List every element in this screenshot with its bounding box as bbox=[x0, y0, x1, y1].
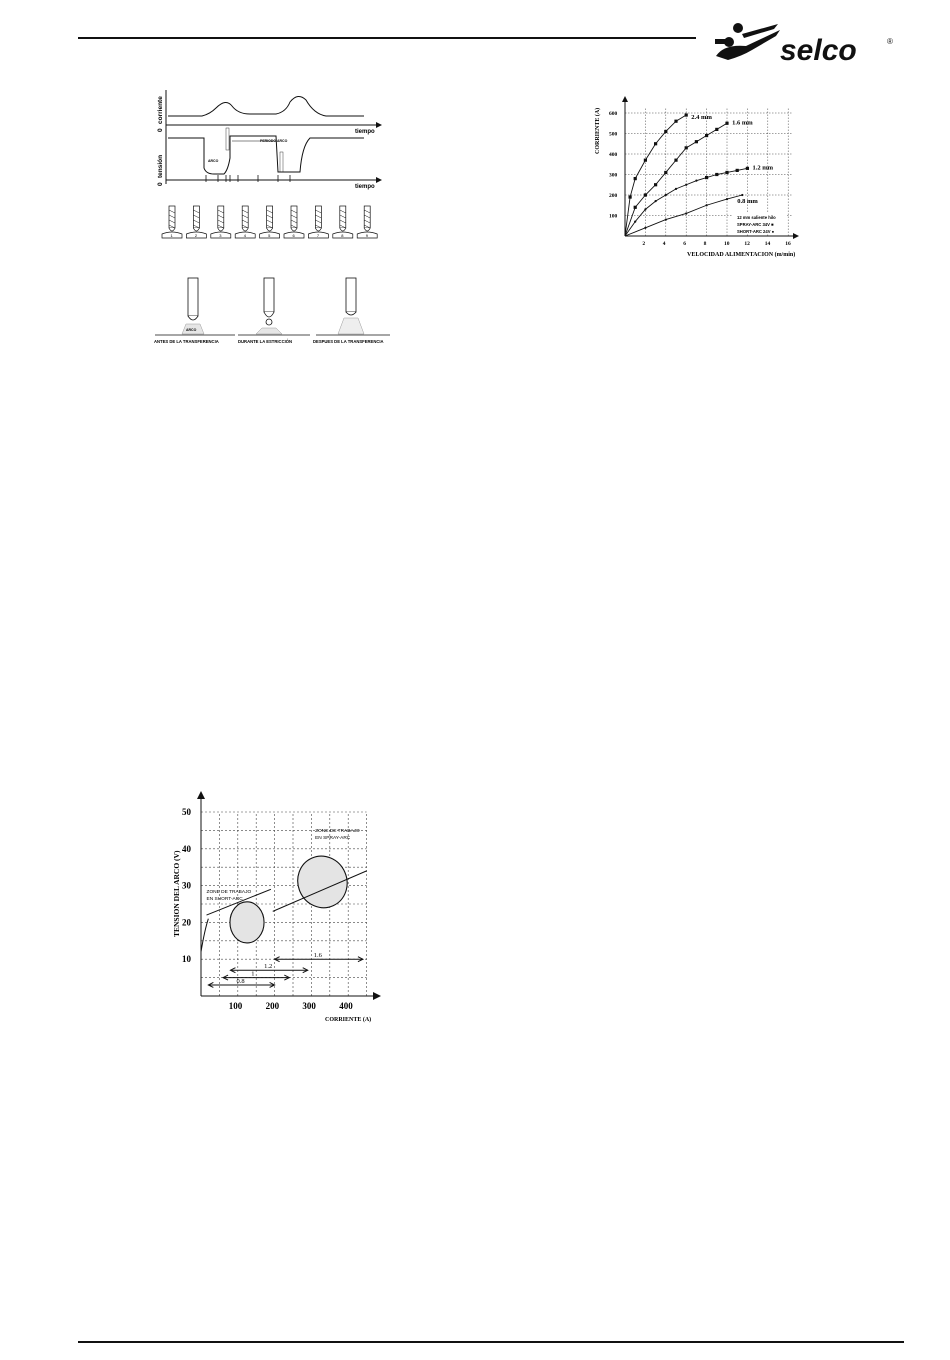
c1-point-square bbox=[644, 193, 647, 196]
electrode-tip bbox=[169, 228, 175, 231]
electrode-stage bbox=[235, 206, 255, 238]
phase-label: 6 bbox=[292, 233, 295, 238]
zone-label: ZONE DE TRABAJO bbox=[315, 829, 360, 835]
c1-y-tick: 400 bbox=[609, 152, 618, 158]
c1-x-tick: 14 bbox=[764, 241, 771, 247]
c1-point-square bbox=[644, 159, 647, 162]
c1-x-tick: 10 bbox=[724, 241, 730, 247]
phase-label: 8 bbox=[341, 233, 344, 238]
marker-tall bbox=[226, 128, 229, 150]
c1-point-dot bbox=[644, 208, 646, 210]
c1-series-label: 1.2 mm bbox=[752, 164, 774, 172]
stage-captions bbox=[154, 339, 384, 344]
electrode-stage bbox=[260, 206, 280, 238]
phase-label: 2 bbox=[194, 233, 198, 238]
electrode-sequence bbox=[162, 206, 377, 238]
c1-y-tick: 200 bbox=[609, 193, 618, 199]
c1-point-square bbox=[705, 134, 708, 137]
zero-label-top: 0 bbox=[157, 128, 164, 132]
c1-point-square bbox=[634, 177, 637, 180]
c1-legend-line-2: SPRAY-ARC 34V ■ bbox=[737, 222, 774, 227]
c1-point-square bbox=[725, 171, 728, 174]
c1-point-square bbox=[685, 113, 688, 116]
c2-xlabel: CORRIENTE (A) bbox=[325, 1017, 372, 1023]
stage-caption-after: DESPUES DE LA TRANSFERENCIA bbox=[313, 339, 384, 344]
c1-series-line bbox=[625, 115, 686, 236]
footer-rule bbox=[78, 1341, 904, 1343]
electrode-tip bbox=[315, 228, 321, 231]
c1-x-tick: 4 bbox=[662, 241, 666, 247]
c1-x-tick: 2 bbox=[642, 241, 646, 247]
c1-point-dot bbox=[644, 227, 646, 229]
time-label-top: tiempo bbox=[355, 129, 375, 135]
c1-ylabel: CORRIENTE (A) bbox=[595, 107, 601, 154]
electrode-rod bbox=[267, 206, 273, 228]
phase-label: 5 bbox=[268, 233, 271, 238]
c2-y-tick: 50 bbox=[182, 807, 191, 817]
c2-y-tick: 30 bbox=[182, 880, 191, 891]
c2-x-tick: 200 bbox=[265, 1001, 280, 1011]
c1-point-dot bbox=[665, 194, 667, 196]
c1-point-dot bbox=[741, 194, 743, 196]
c1-point-dot bbox=[685, 184, 687, 186]
c1-x-tick: 16 bbox=[785, 241, 791, 247]
arc-transfer-figure bbox=[150, 88, 405, 350]
c1-point-dot bbox=[675, 188, 677, 190]
phase-label: 9 bbox=[365, 233, 368, 238]
c1-point-square bbox=[654, 183, 657, 186]
c1-point-square bbox=[746, 167, 749, 170]
phase-arrows bbox=[206, 175, 290, 182]
electrode-stage bbox=[333, 206, 353, 238]
header-rule bbox=[78, 37, 696, 39]
c1-point-dot bbox=[685, 212, 687, 214]
stage-illustrations bbox=[155, 278, 390, 335]
c1-point-square bbox=[674, 159, 677, 162]
c1-series-label: 1.6 mm bbox=[732, 119, 753, 127]
short-arc-zone bbox=[230, 902, 264, 943]
c1-x-tick: 12 bbox=[744, 241, 750, 247]
electrode-tip bbox=[218, 228, 224, 231]
zero-label-bottom: 0 bbox=[157, 182, 164, 186]
c1-x-arrow bbox=[793, 233, 799, 239]
electrode-rod bbox=[315, 206, 321, 228]
electrode-stage bbox=[357, 206, 377, 238]
wire-range-label: 1 bbox=[251, 970, 255, 978]
c2-x-arrow bbox=[373, 992, 381, 1000]
selco-logo bbox=[712, 22, 902, 70]
c1-point-square bbox=[705, 176, 708, 179]
electrode-stage bbox=[162, 206, 182, 238]
c2-y-tick: 20 bbox=[182, 917, 191, 928]
c1-xlabel: VELOCIDAD ALIMENTACION (m/min) bbox=[687, 252, 796, 258]
c2-y-arrow bbox=[197, 791, 205, 799]
zone-label: ZONE DE TRABAJO bbox=[206, 889, 252, 895]
electrode-stage bbox=[284, 206, 304, 238]
c1-point-square bbox=[629, 195, 632, 198]
electrode-tip bbox=[340, 228, 346, 231]
c2-x-tick: 300 bbox=[302, 1001, 316, 1011]
c1-point-square bbox=[634, 206, 637, 209]
zone-label: EN SPRAY-ARC bbox=[315, 836, 351, 842]
registered-mark: ® bbox=[887, 37, 893, 46]
electrode-tip bbox=[291, 228, 297, 231]
electrode-stage bbox=[211, 206, 231, 238]
time-label-bottom: tiempo bbox=[355, 184, 375, 190]
c2-ranges bbox=[208, 952, 363, 987]
periodo-arco-label: PERIODO ARCO bbox=[260, 139, 288, 143]
current-vs-feed-chart bbox=[585, 92, 815, 260]
electrode-stage bbox=[308, 206, 328, 238]
stage-caption-during: DURANTE LA ESTRICCIÓN bbox=[238, 339, 293, 344]
wire-range-label: 1.2 bbox=[264, 963, 273, 971]
zone-label: EN SHORT-ARC bbox=[206, 896, 243, 902]
c1-y-tick: 100 bbox=[609, 213, 618, 220]
electrode-rod bbox=[218, 206, 224, 228]
electrode-stage bbox=[186, 206, 206, 238]
arc-label: ARCO bbox=[186, 328, 197, 332]
c1-point-square bbox=[715, 128, 718, 131]
phase-label: 7 bbox=[316, 233, 320, 238]
c1-point-square bbox=[654, 142, 657, 145]
electrode-rod bbox=[291, 206, 297, 228]
marker-right bbox=[280, 152, 283, 172]
c1-legend-line-1: 12 mm saliente hilo bbox=[737, 215, 776, 220]
wire-range-label: 1.6 bbox=[313, 952, 322, 960]
c1-series-label: 2.4 mm bbox=[691, 114, 712, 122]
wire-range-label: 0.8 bbox=[236, 977, 245, 985]
c1-series-line bbox=[625, 123, 727, 236]
c1-legend bbox=[733, 213, 787, 234]
selco-logo-text: selco bbox=[780, 34, 857, 67]
arc-marker-label: ARCO bbox=[208, 159, 219, 163]
c1-point-dot bbox=[726, 198, 728, 200]
c1-x-tick: 8 bbox=[703, 241, 707, 247]
short-arc-tail bbox=[201, 919, 208, 952]
axis-top-arrow bbox=[376, 122, 382, 128]
electrode-tip bbox=[193, 228, 199, 231]
c1-point-square bbox=[685, 146, 688, 149]
ylabel-tension: tensión bbox=[157, 154, 164, 178]
electrode-rod bbox=[340, 206, 346, 228]
axis-bottom-arrow bbox=[376, 177, 382, 183]
electrode-tip bbox=[364, 228, 370, 231]
c2-y-tick: 10 bbox=[182, 954, 191, 965]
electrode-rod bbox=[364, 206, 370, 228]
phase-label: 1 bbox=[170, 233, 173, 238]
c1-point-dot bbox=[665, 219, 667, 221]
c2-regions bbox=[201, 828, 367, 952]
c1-y-tick: 600 bbox=[609, 111, 618, 117]
c1-y-arrow bbox=[622, 96, 628, 102]
c2-y-tick: 40 bbox=[182, 843, 191, 854]
c1-point-square bbox=[715, 173, 718, 176]
phase-label: 3 bbox=[219, 233, 222, 238]
c1-point-square bbox=[664, 130, 667, 133]
c1-legend-line-3: SHORT-ARC 24V ● bbox=[737, 229, 775, 234]
spray-arc-zone bbox=[290, 848, 356, 916]
electrode-tip bbox=[267, 228, 273, 231]
c1-point-square bbox=[674, 120, 677, 123]
electrode-tip bbox=[242, 228, 248, 231]
c1-point-square bbox=[736, 169, 739, 172]
c1-x-tick: 6 bbox=[683, 241, 686, 247]
c1-y-tick: 300 bbox=[609, 172, 618, 179]
c1-point-square bbox=[664, 171, 667, 174]
c2-x-tick: 400 bbox=[339, 1001, 353, 1011]
c1-point-dot bbox=[655, 200, 657, 202]
ylabel-corriente: corriente bbox=[157, 96, 164, 124]
stage-caption-before: ANTES DE LA TRANSFERENCIA bbox=[154, 339, 219, 344]
c1-point-square bbox=[695, 140, 698, 143]
electrode-rod bbox=[242, 206, 248, 228]
c1-point-dot bbox=[695, 180, 697, 182]
c1-y-tick: 500 bbox=[609, 131, 618, 138]
selco-logo-emblem bbox=[715, 23, 780, 60]
c1-point-dot bbox=[706, 204, 708, 206]
electrode-rod bbox=[169, 206, 175, 228]
phase-label: 4 bbox=[243, 233, 246, 238]
current-waveform bbox=[168, 96, 364, 116]
c1-point-dot bbox=[634, 221, 636, 223]
electrode-rod bbox=[193, 206, 199, 228]
c1-series-label: 0.8 mm bbox=[737, 198, 758, 206]
c1-point-square bbox=[725, 122, 728, 125]
voltage-vs-current-chart bbox=[165, 785, 390, 1025]
c2-x-tick: 100 bbox=[228, 1001, 243, 1011]
c2-ylabel: TENSION DEL ARCO (V) bbox=[172, 850, 181, 937]
